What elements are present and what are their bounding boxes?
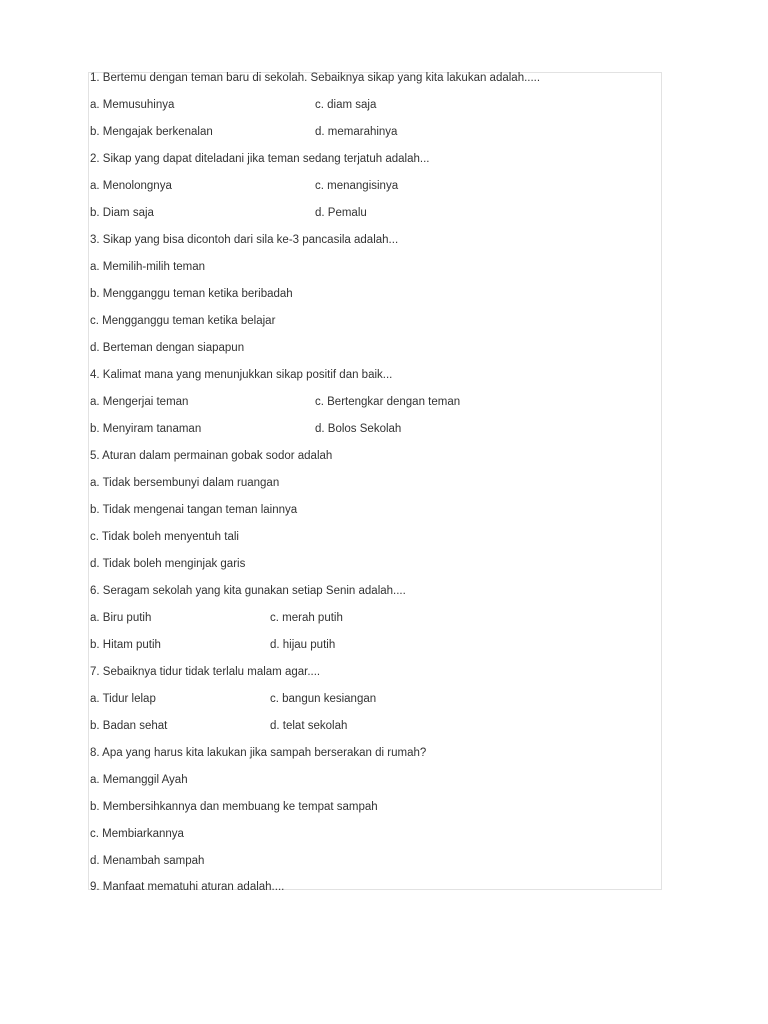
question-9 [89, 878, 661, 896]
option-row [89, 123, 661, 141]
option-row [89, 636, 661, 654]
option-row [89, 825, 661, 843]
option-row [89, 285, 661, 303]
option-b: b. Menyiram tanaman [90, 423, 202, 435]
option-b: b. Mengganggu teman ketika beribadah [90, 288, 293, 300]
option-row [89, 690, 661, 708]
option-d: d. memarahinya [315, 126, 398, 138]
question-8 [89, 744, 661, 762]
option-a: a. Tidur lelap [90, 693, 156, 705]
question-text: 1. Bertemu dengan teman baru di sekolah. Sebaiknya sikap yang kita lakukan adalah..... [90, 72, 541, 84]
option-d: d. hijau putih [270, 639, 336, 651]
option-d: d. telat sekolah [270, 720, 348, 732]
option-b: b. Mengajak berkenalan [90, 126, 213, 138]
question-text: 2. Sikap yang dapat diteladani jika teman sedang terjatuh adalah... [90, 153, 430, 165]
option-row [89, 204, 661, 222]
option-a: a. Tidak bersembunyi dalam ruangan [90, 477, 280, 489]
option-d: d. Menambah sampah [90, 855, 205, 867]
option-d: d. Tidak boleh menginjak garis [90, 558, 246, 570]
option-c: c. bangun kesiangan [270, 693, 377, 705]
option-row [89, 717, 661, 735]
question-text: 3. Sikap yang bisa dicontoh dari sila ke-3 pancasila adalah... [90, 234, 399, 246]
option-c: c. Tidak boleh menyentuh tali [90, 531, 239, 543]
option-d: d. Pemalu [315, 207, 367, 219]
option-row [89, 339, 661, 357]
option-row [89, 393, 661, 411]
option-c: c. diam saja [315, 99, 377, 111]
option-a: a. Menolongnya [90, 180, 172, 192]
option-row [89, 609, 661, 627]
option-row [89, 96, 661, 114]
option-a: a. Biru putih [90, 612, 152, 624]
option-d: d. Berteman dengan siapapun [90, 342, 245, 354]
question-1 [89, 69, 661, 87]
option-row [89, 501, 661, 519]
option-d: d. Bolos Sekolah [315, 423, 402, 435]
option-b: b. Diam saja [90, 207, 154, 219]
option-row [89, 798, 661, 816]
option-row [89, 258, 661, 276]
option-c: c. Bertengkar dengan teman [315, 396, 461, 408]
option-a: a. Memanggil Ayah [90, 774, 188, 786]
question-text: 9. Manfaat mematuhi aturan adalah.... [90, 881, 285, 893]
option-row [89, 771, 661, 789]
option-b: b. Membersihkannya dan membuang ke tempat sampah [90, 801, 378, 813]
option-row [89, 420, 661, 438]
option-row [89, 177, 661, 195]
option-a: a. Mengerjai teman [90, 396, 189, 408]
option-row [89, 852, 661, 870]
question-text: 8. Apa yang harus kita lakukan jika sampah berserakan di rumah? [90, 747, 427, 759]
question-6 [89, 582, 661, 600]
option-c: c. Mengganggu teman ketika belajar [90, 315, 276, 327]
question-7 [89, 663, 661, 681]
question-text: 5. Aturan dalam permainan gobak sodor adalah [90, 450, 333, 462]
option-row [89, 312, 661, 330]
option-a: a. Memusuhinya [90, 99, 175, 111]
option-row [89, 474, 661, 492]
option-a: a. Memilih-milih teman [90, 261, 206, 273]
option-c: c. merah putih [270, 612, 343, 624]
question-4 [89, 366, 661, 384]
option-row [89, 555, 661, 573]
option-c: c. Membiarkannya [90, 828, 184, 840]
question-2 [89, 150, 661, 168]
option-row [89, 528, 661, 546]
question-5 [89, 447, 661, 465]
question-text: 6. Seragam sekolah yang kita gunakan setiap Senin adalah.... [90, 585, 406, 597]
option-b: b. Tidak mengenai tangan teman lainnya [90, 504, 298, 516]
worksheet-document [88, 72, 662, 893]
option-c: c. menangisinya [315, 180, 399, 192]
option-b: b. Hitam putih [90, 639, 161, 651]
question-text: 7. Sebaiknya tidur tidak terlalu malam agar.... [90, 666, 321, 678]
option-b: b. Badan sehat [90, 720, 168, 732]
question-text: 4. Kalimat mana yang menunjukkan sikap positif dan baik... [90, 369, 393, 381]
question-3 [89, 231, 661, 249]
